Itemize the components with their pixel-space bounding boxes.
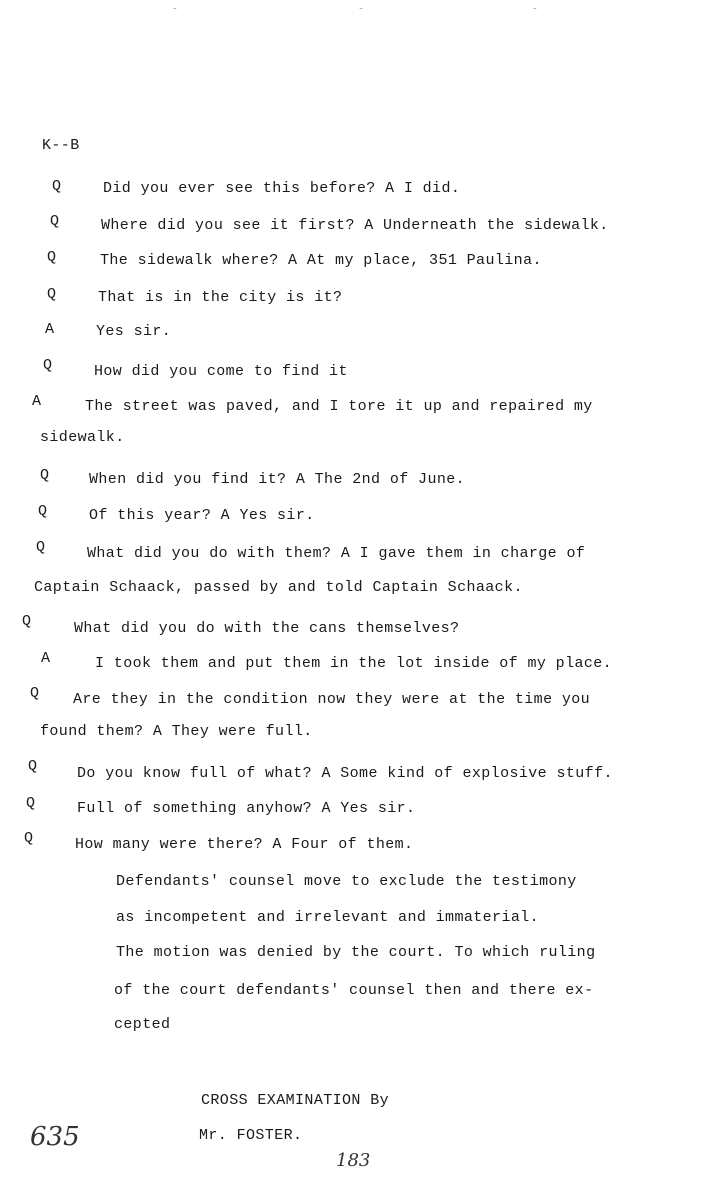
qa-mark: Q xyxy=(47,249,57,266)
section-code: K--B xyxy=(42,137,80,154)
qa-text: sidewalk. xyxy=(40,429,125,446)
qa-mark: Q xyxy=(22,613,32,630)
qa-mark: Q xyxy=(24,830,34,847)
qa-mark: Q xyxy=(43,357,53,374)
qa-text: Of this year? A Yes sir. xyxy=(89,507,315,524)
qa-text: How many were there? A Four of them. xyxy=(75,836,414,853)
ruling-line: as incompetent and irrelevant and immaterial. xyxy=(116,909,540,926)
qa-text: What did you do with the cans themselves? xyxy=(74,620,460,637)
qa-mark: Q xyxy=(38,503,48,520)
ruling-line: The motion was denied by the court. To which ruling xyxy=(116,944,596,961)
qa-mark: Q xyxy=(36,539,46,556)
qa-mark: A xyxy=(32,393,42,410)
qa-mark: A xyxy=(45,321,55,338)
qa-text: Do you know full of what? A Some kind of explosive stuff. xyxy=(77,765,613,782)
qa-text: When did you find it? A The 2nd of June. xyxy=(89,471,466,488)
qa-text: Full of something anyhow? A Yes sir. xyxy=(77,800,416,817)
page-speck: ˘ xyxy=(358,8,365,19)
qa-mark: Q xyxy=(50,213,60,230)
qa-mark: Q xyxy=(47,286,57,303)
ruling-line: of the court defendants' counsel then and there ex- xyxy=(114,982,594,999)
ruling-line: cepted xyxy=(114,1016,171,1033)
qa-mark: Q xyxy=(30,685,40,702)
cross-examiner: Mr. FOSTER. xyxy=(199,1127,303,1144)
qa-text: How did you come to find it xyxy=(94,363,348,380)
qa-mark: Q xyxy=(52,178,62,195)
qa-text: Yes sir. xyxy=(96,323,172,340)
qa-text: found them? A They were full. xyxy=(40,723,313,740)
handwritten-page-number: 183 xyxy=(336,1150,371,1171)
qa-text: Did you ever see this before? A I did. xyxy=(103,180,461,197)
qa-text: The street was paved, and I tore it up and repaired my xyxy=(85,398,593,415)
qa-text: What did you do with them? A I gave them in charge of xyxy=(87,545,586,562)
qa-mark: Q xyxy=(26,795,36,812)
qa-text: That is in the city is it? xyxy=(98,289,343,306)
qa-text: I took them and put them in the lot inside of my place. xyxy=(95,655,613,672)
qa-mark: Q xyxy=(28,758,38,775)
qa-text: Are they in the condition now they were at the time you xyxy=(73,691,591,708)
ruling-line: Defendants' counsel move to exclude the testimony xyxy=(116,873,577,890)
qa-text: The sidewalk where? A At my place, 351 Paulina. xyxy=(100,252,542,269)
qa-text: Captain Schaack, passed by and told Captain Schaack. xyxy=(34,579,523,596)
page-speck: ˘ xyxy=(172,8,179,19)
cross-heading: CROSS EXAMINATION By xyxy=(201,1092,390,1109)
page-speck: ˘ xyxy=(532,8,539,19)
qa-text: Where did you see it first? A Underneath the sidewalk. xyxy=(101,217,609,234)
handwritten-number: 635 xyxy=(30,1122,80,1152)
qa-mark: A xyxy=(41,650,51,667)
qa-mark: Q xyxy=(40,467,50,484)
